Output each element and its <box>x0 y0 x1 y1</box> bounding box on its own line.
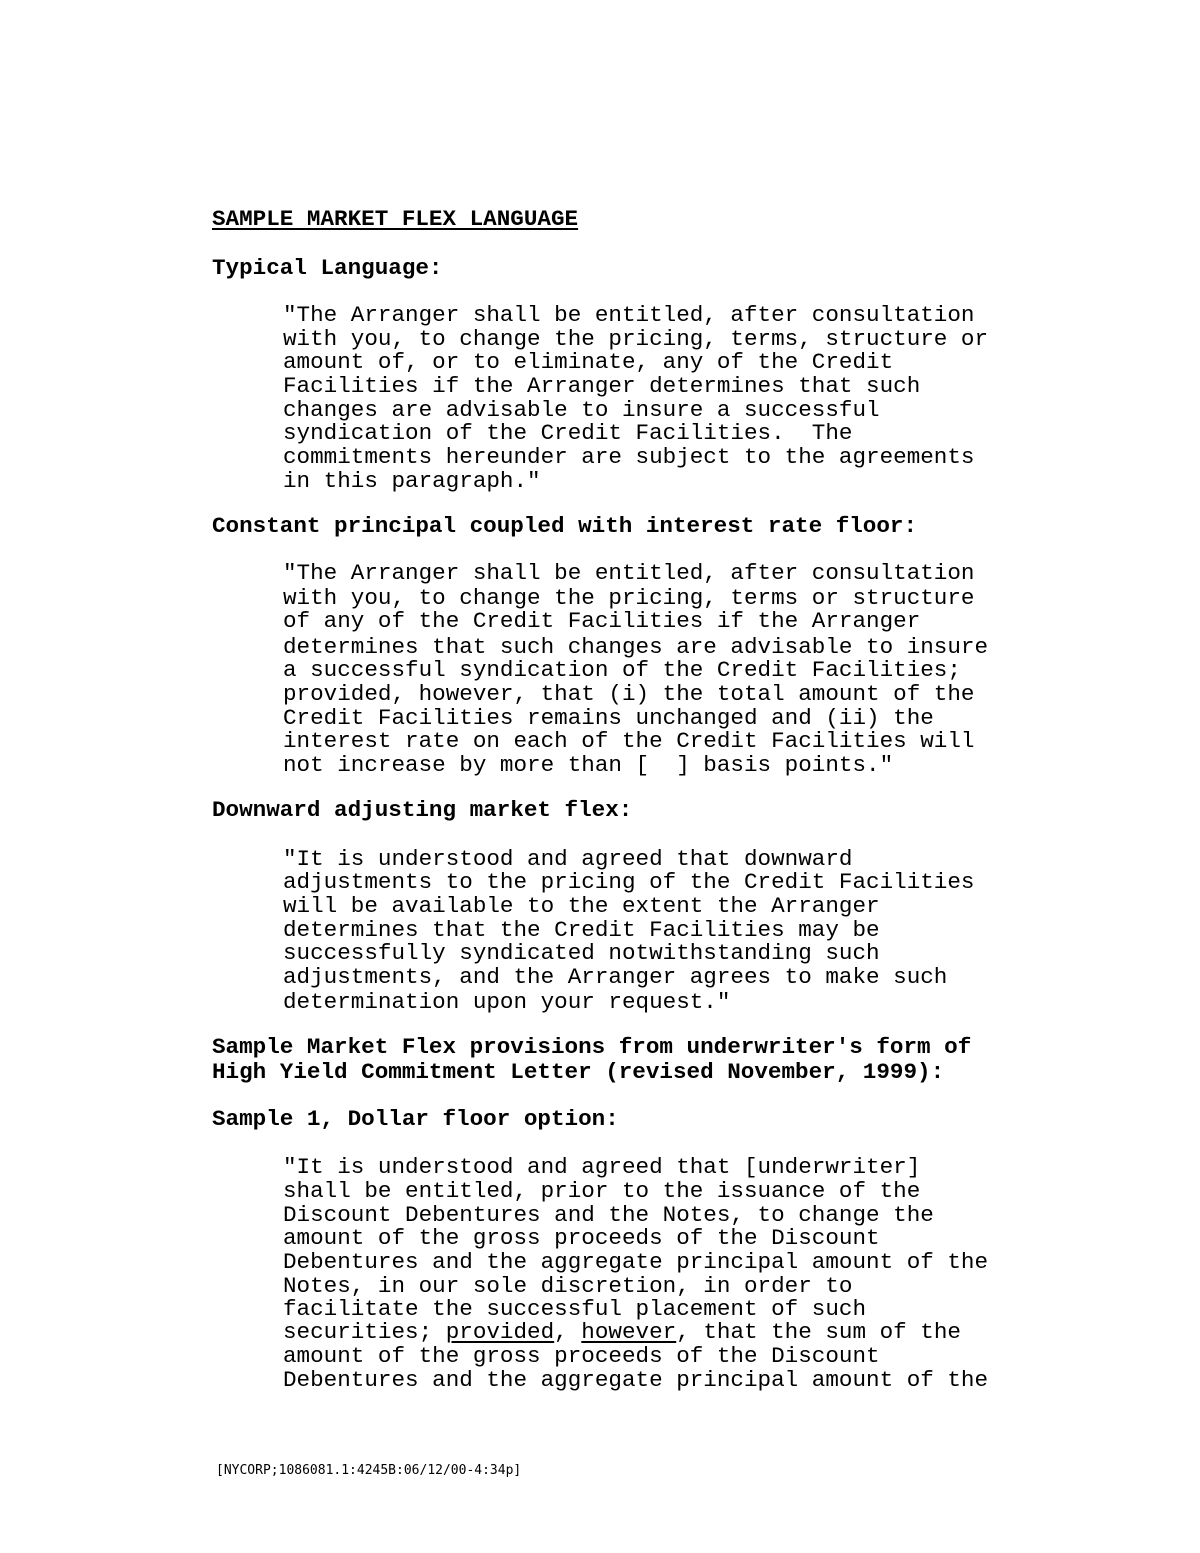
paragraph-line: with you, to change the pricing, terms, structure or <box>283 326 989 352</box>
paragraph-line: Debentures and the aggregate principal amount of the <box>283 1367 989 1393</box>
paragraph-line: provided, however, that (i) the total amount of the <box>283 681 975 707</box>
underlined-however: however <box>581 1319 677 1345</box>
line-comma: , <box>554 1319 582 1345</box>
paragraph-line: determines that such changes are advisable to insure <box>283 634 989 660</box>
section-heading-downward-adjusting: Downward adjusting market flex: <box>212 797 633 823</box>
paragraph-line: adjustments to the pricing of the Credit Facilities <box>283 869 975 895</box>
document-title: SAMPLE MARKET FLEX LANGUAGE <box>212 206 579 232</box>
paragraph-line: syndication of the Credit Facilities. The <box>283 420 853 446</box>
paragraph-line: Credit Facilities remains unchanged and (ii) the <box>283 705 934 731</box>
paragraph-line: determines that the Credit Facilities may be <box>283 917 880 943</box>
line-suffix: , that the sum of the <box>676 1319 961 1345</box>
line-prefix: securities; <box>283 1319 446 1345</box>
paragraph-line: "It is understood and agreed that downward <box>283 846 853 872</box>
paragraph-line: successfully syndicated notwithstanding such <box>283 940 880 966</box>
paragraph-line: interest rate on each of the Credit Facilities will <box>283 728 975 754</box>
paragraph-line: amount of the gross proceeds of the Discount <box>283 1225 880 1251</box>
paragraph-line: of any of the Credit Facilities if the Arranger <box>283 608 921 634</box>
paragraph-line: will be available to the extent the Arranger <box>283 893 880 919</box>
paragraph-line: Debentures and the aggregate principal amount of the <box>283 1249 989 1275</box>
paragraph-line: Notes, in our sole discretion, in order to <box>283 1273 853 1299</box>
paragraph-line: determination upon your request." <box>283 989 731 1015</box>
section-heading-sample-provisions: Sample Market Flex provisions from underwriter's form of <box>212 1034 972 1060</box>
paragraph-line: "The Arranger shall be entitled, after consultation <box>283 560 975 586</box>
paragraph-line: Discount Debentures and the Notes, to change the <box>283 1202 934 1228</box>
paragraph-line: with you, to change the pricing, terms or structure <box>283 585 975 611</box>
paragraph-line-provided-however <box>283 1320 961 1344</box>
paragraph-line: changes are advisable to insure a successful <box>283 397 880 423</box>
underlined-provided: provided <box>445 1319 555 1345</box>
document-footer-id: [NYCORP;1086081.1:4245B:06/12/00-4:34p] <box>216 1463 522 1478</box>
section-heading-sample-provisions-cont: High Yield Commitment Letter (revised November, 1999): <box>212 1059 945 1085</box>
paragraph-line: "The Arranger shall be entitled, after consultation <box>283 302 975 328</box>
paragraph-line: commitments hereunder are subject to the agreements <box>283 444 975 470</box>
paragraph-line: in this paragraph." <box>283 468 541 494</box>
section-heading-constant-principal: Constant principal coupled with interest rate floor: <box>212 513 918 539</box>
paragraph-line: adjustments, and the Arranger agrees to make such <box>283 964 948 990</box>
paragraph-line: shall be entitled, prior to the issuance of the <box>283 1178 921 1204</box>
paragraph-line: facilitate the successful placement of such <box>283 1296 867 1322</box>
paragraph-line: amount of the gross proceeds of the Discount <box>283 1343 880 1369</box>
section-heading-sample-1: Sample 1, Dollar floor option: <box>212 1106 619 1132</box>
section-heading-typical-language: Typical Language: <box>212 255 443 281</box>
paragraph-line: Facilities if the Arranger determines that such <box>283 373 921 399</box>
paragraph-line: "It is understood and agreed that [underwriter] <box>283 1154 921 1180</box>
paragraph-line: a successful syndication of the Credit Facilities; <box>283 657 961 683</box>
paragraph-line: amount of, or to eliminate, any of the Credit <box>283 349 894 375</box>
paragraph-line: not increase by more than [ ] basis points." <box>283 752 894 778</box>
